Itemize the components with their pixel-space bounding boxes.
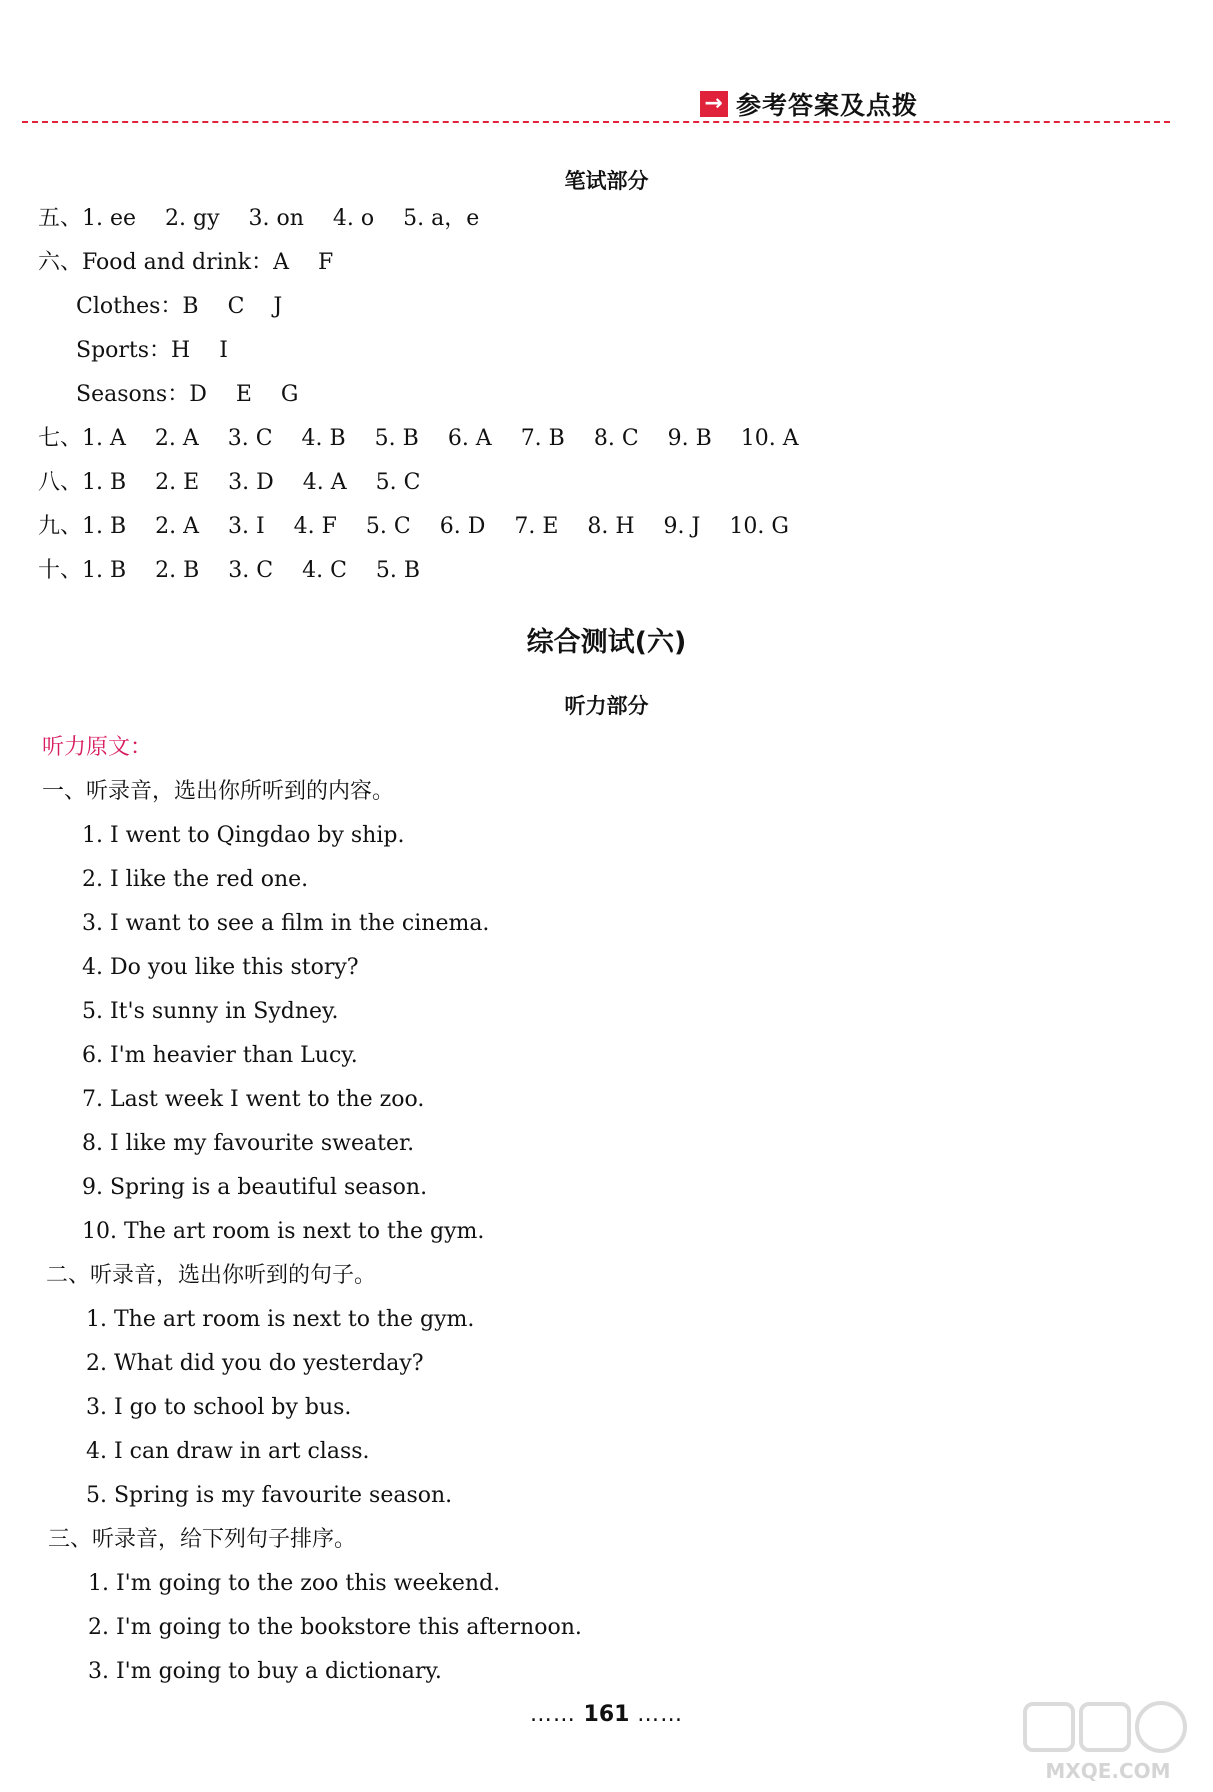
list-item: 5. Spring is my favourite season. xyxy=(86,1483,453,1508)
page-dots-left: …… xyxy=(529,1702,576,1727)
header-title-text: 参考答案及点拨 xyxy=(736,91,919,120)
list-item: 1. The art room is next to the gym. xyxy=(86,1307,475,1332)
answer-line-6-clothes: Clothes：B C J xyxy=(76,294,283,319)
list-item: 8. I like my favourite sweater. xyxy=(82,1131,415,1156)
listening-section-title: 听力部分 xyxy=(564,694,649,718)
list-item: 4. Do you like this story? xyxy=(82,955,359,980)
answer-line-6: 六、Food and drink：A F xyxy=(38,250,334,275)
answer-line-5: 五、1. ee 2. gy 3. on 4. o 5. a，e xyxy=(38,206,480,231)
answer-line-10: 十、1. B 2. B 3. C 4. C 5. B xyxy=(38,558,421,583)
list-item: 3. I want to see a film in the cinema. xyxy=(82,911,490,936)
list-item: 5. It's sunny in Sydney. xyxy=(82,999,339,1024)
list-item: 7. Last week I went to the zoo. xyxy=(82,1087,425,1112)
answer-line-9: 九、1. B 2. A 3. I 4. F 5. C 6. D 7. E 8. H 9. J 10. G xyxy=(38,514,789,539)
list-item: 1. I'm going to the zoo this weekend. xyxy=(88,1571,501,1596)
answer-line-7: 七、1. A 2. A 3. C 4. B 5. B 6. A 7. B 8. C 9. B 10. A xyxy=(38,426,799,451)
written-section-title: 笔试部分 xyxy=(564,169,649,193)
list-item: 3. I'm going to buy a dictionary. xyxy=(88,1659,442,1684)
arrow-icon: → xyxy=(700,91,728,117)
list-item: 3. I go to school by bus. xyxy=(86,1395,352,1420)
part3-heading: 三、听录音，给下列句子排序。 xyxy=(48,1527,357,1552)
list-item: 9. Spring is a beautiful season. xyxy=(82,1175,428,1200)
header-title xyxy=(700,86,918,122)
part2-heading: 二、听录音，选出你听到的句子。 xyxy=(46,1263,377,1288)
page-dots-right: …… xyxy=(637,1702,684,1727)
answer-line-8: 八、1. B 2. E 3. D 4. A 5. C xyxy=(38,470,421,495)
listening-label: 听力原文： xyxy=(42,735,153,760)
answer-line-6-seasons: Seasons：D E G xyxy=(76,382,299,407)
list-item: 2. What did you do yesterday? xyxy=(86,1351,424,1376)
test-title: 综合测试(六) xyxy=(526,627,687,658)
watermark-text: MXQE.COM xyxy=(1045,1759,1171,1783)
list-item: 2. I like the red one. xyxy=(82,867,309,892)
header-divider xyxy=(22,121,1170,123)
page-number-value: 161 xyxy=(583,1702,630,1727)
list-item: 4. I can draw in art class. xyxy=(86,1439,370,1464)
list-item: 10. The art room is next to the gym. xyxy=(82,1219,485,1244)
list-item: 6. I'm heavier than Lucy. xyxy=(82,1043,358,1068)
list-item: 1. I went to Qingdao by ship. xyxy=(82,823,405,848)
answer-line-6-sports: Sports：H I xyxy=(76,338,228,363)
watermark-logo-icon xyxy=(1023,1700,1193,1784)
part1-heading: 一、听录音，选出你所听到的内容。 xyxy=(42,779,395,804)
list-item: 2. I'm going to the bookstore this afternoon. xyxy=(88,1615,582,1640)
